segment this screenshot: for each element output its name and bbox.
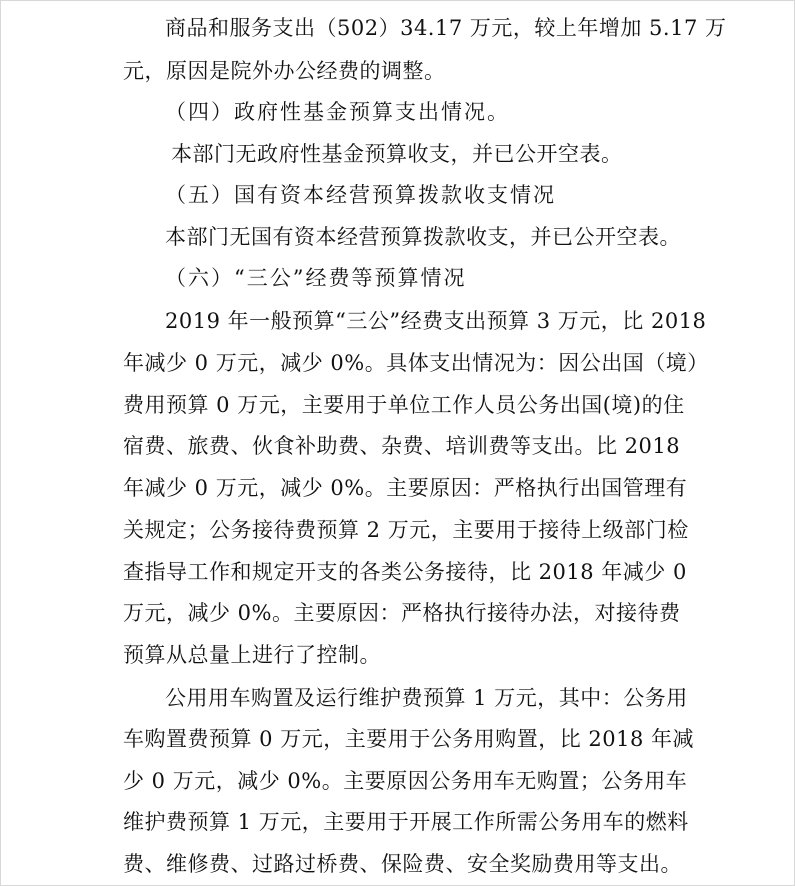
paragraph-line: 宿费、旅费、伙食补助费、杂费、培训费等支出。比 2018 bbox=[123, 434, 681, 458]
paragraph-line: 费用预算 0 万元，主要用于单位工作人员公务出国(境)的住 bbox=[123, 393, 685, 417]
paragraph-line: 本部门无政府性基金预算收支，并已公开空表。 bbox=[171, 142, 623, 166]
paragraph-line: 维护费预算 1 万元，主要用于开展工作所需公务用车的燃料 bbox=[123, 810, 689, 834]
paragraph-line: 2019 年一般预算“三公”经费支出预算 3 万元，比 2018 bbox=[165, 309, 707, 333]
paragraph-line: 关规定；公务接待费预算 2 万元，主要用于接待上级部门检 bbox=[123, 518, 689, 542]
paragraph-line: 公用用车购置及运行维护费预算 1 万元，其中：公务用 bbox=[165, 686, 688, 710]
paragraph-line: 年减少 0 万元，减少 0%。具体支出情况为：因公出国（境） bbox=[123, 351, 709, 375]
paragraph-line: 万元，减少 0%。主要原因：严格执行接待办法，对接待费 bbox=[123, 601, 681, 625]
paragraph-line: 查指导工作和规定开支的各类公务接待，比 2018 年减少 0 bbox=[123, 560, 687, 584]
paragraph-line: 元，原因是院外办公经费的调整。 bbox=[123, 59, 446, 83]
paragraph-line: 少 0 万元，减少 0%。主要原因公务用车无购置；公务用车 bbox=[123, 769, 688, 793]
section-heading-5: （五）国有资本经营预算拨款收支情况 bbox=[165, 183, 556, 207]
paragraph-line: 年减少 0 万元，减少 0%。主要原因：严格执行出国管理有 bbox=[123, 476, 688, 500]
paragraph-line: 车购置费预算 0 万元，主要用于公务用购置，比 2018 年减 bbox=[123, 727, 695, 751]
paragraph-line: 预算从总量上进行了控制。 bbox=[123, 643, 381, 667]
paragraph-line: 商品和服务支出（502）34.17 万元，较上年增加 5.17 万 bbox=[165, 16, 727, 40]
section-heading-4: （四）政府性基金预算支出情况。 bbox=[165, 100, 510, 124]
paragraph-line: 本部门无国有资本经营预算拨款收支，并已公开空表。 bbox=[165, 225, 681, 249]
paragraph-line: 费、维修费、过路过桥费、保险费、安全奖励费用等支出。 bbox=[123, 852, 682, 876]
section-heading-6: （六）“三公”经费等预算情况 bbox=[165, 266, 467, 290]
